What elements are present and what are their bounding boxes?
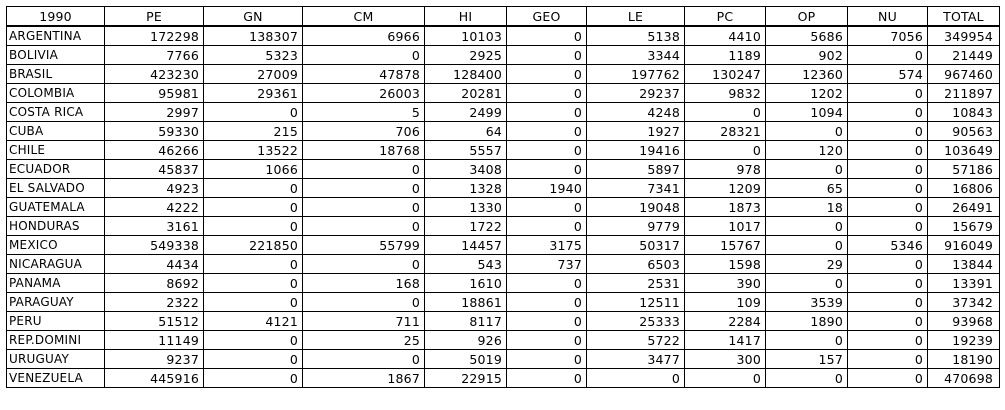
value-cell: 0 [848,350,928,369]
table-row [7,198,1000,217]
value-cell: 0 [507,331,587,350]
value-cell: 390 [685,274,766,293]
value-cell: 215 [204,122,303,141]
country-cell: CHILE [7,141,105,160]
value-cell: 1209 [685,179,766,198]
value-cell: 221850 [204,236,303,255]
table-row [7,103,1000,122]
total-cell: 916049 [928,236,1000,255]
value-cell: 0 [303,217,425,236]
value-cell: 0 [766,160,848,179]
country-cell: PARAGUAY [7,293,105,312]
country-cell: ECUADOR [7,160,105,179]
value-cell: 3161 [105,217,204,236]
country-cell: BOLIVIA [7,46,105,65]
value-cell: 0 [848,274,928,293]
value-cell: 138307 [204,26,303,46]
value-cell: 0 [204,350,303,369]
value-cell: 0 [848,103,928,122]
value-cell: 926 [425,331,507,350]
value-cell: 8117 [425,312,507,331]
value-cell: 50317 [587,236,685,255]
value-cell: 0 [204,369,303,388]
value-cell: 14457 [425,236,507,255]
value-cell: 5897 [587,160,685,179]
value-cell: 0 [848,46,928,65]
value-cell: 20281 [425,84,507,103]
value-cell: 18861 [425,293,507,312]
country-cell: PANAMA [7,274,105,293]
country-cell: COLOMBIA [7,84,105,103]
total-cell: 90563 [928,122,1000,141]
value-cell: 130247 [685,65,766,84]
value-cell: 10103 [425,26,507,46]
value-cell: 0 [685,103,766,122]
value-cell: 0 [204,274,303,293]
country-cell: URUGUAY [7,350,105,369]
value-cell: 0 [507,65,587,84]
table-row [7,274,1000,293]
value-cell: 7341 [587,179,685,198]
value-cell: 6503 [587,255,685,274]
value-cell: 29 [766,255,848,274]
table-header-row [7,7,1000,27]
value-cell: 0 [766,274,848,293]
value-cell: 0 [507,160,587,179]
column-header: PE [105,7,204,27]
value-cell: 1722 [425,217,507,236]
value-cell: 1417 [685,331,766,350]
value-cell: 65 [766,179,848,198]
table-row [7,84,1000,103]
value-cell: 0 [848,179,928,198]
country-cell: COSTA RICA [7,103,105,122]
total-cell: 103649 [928,141,1000,160]
value-cell: 3477 [587,350,685,369]
value-cell: 1066 [204,160,303,179]
value-cell: 0 [766,369,848,388]
value-cell: 12360 [766,65,848,84]
value-cell: 25 [303,331,425,350]
value-cell: 549338 [105,236,204,255]
value-cell: 128400 [425,65,507,84]
country-cell: VENEZUELA [7,369,105,388]
column-header: GEO [507,7,587,27]
value-cell: 0 [204,293,303,312]
total-cell: 19239 [928,331,1000,350]
table-row [7,293,1000,312]
total-cell: 15679 [928,217,1000,236]
value-cell: 4923 [105,179,204,198]
country-cell: CUBA [7,122,105,141]
total-cell: 57186 [928,160,1000,179]
value-cell: 0 [507,198,587,217]
value-cell: 1017 [685,217,766,236]
value-cell: 1202 [766,84,848,103]
total-cell: 18190 [928,350,1000,369]
value-cell: 4410 [685,26,766,46]
value-cell: 18768 [303,141,425,160]
value-cell: 0 [507,122,587,141]
value-cell: 0 [766,217,848,236]
table-row [7,122,1000,141]
value-cell: 109 [685,293,766,312]
value-cell: 0 [766,331,848,350]
value-cell: 5557 [425,141,507,160]
table-row [7,46,1000,65]
table-row [7,179,1000,198]
country-cell: EL SALVADO [7,179,105,198]
column-header: TOTAL [928,7,1000,27]
total-cell: 967460 [928,65,1000,84]
value-cell: 0 [507,274,587,293]
value-cell: 2925 [425,46,507,65]
value-cell: 25333 [587,312,685,331]
value-cell: 4434 [105,255,204,274]
value-cell: 9832 [685,84,766,103]
value-cell: 978 [685,160,766,179]
value-cell: 0 [685,369,766,388]
value-cell: 0 [848,312,928,331]
country-cell: GUATEMALA [7,198,105,217]
value-cell: 26003 [303,84,425,103]
value-cell: 120 [766,141,848,160]
value-cell: 0 [848,122,928,141]
value-cell: 28321 [685,122,766,141]
value-cell: 3175 [507,236,587,255]
value-cell: 2322 [105,293,204,312]
value-cell: 0 [507,369,587,388]
value-cell: 0 [848,198,928,217]
table-body [7,26,1000,388]
value-cell: 5346 [848,236,928,255]
value-cell: 1890 [766,312,848,331]
value-cell: 15767 [685,236,766,255]
value-cell: 0 [507,103,587,122]
value-cell: 5138 [587,26,685,46]
value-cell: 46266 [105,141,204,160]
country-cell: NICARAGUA [7,255,105,274]
value-cell: 0 [507,312,587,331]
value-cell: 0 [766,236,848,255]
table-row [7,236,1000,255]
value-cell: 0 [848,141,928,160]
value-cell: 4121 [204,312,303,331]
value-cell: 1610 [425,274,507,293]
value-cell: 29237 [587,84,685,103]
table-row [7,369,1000,388]
value-cell: 4248 [587,103,685,122]
column-header: NU [848,7,928,27]
total-cell: 26491 [928,198,1000,217]
value-cell: 0 [507,293,587,312]
value-cell: 423230 [105,65,204,84]
value-cell: 1873 [685,198,766,217]
value-cell: 574 [848,65,928,84]
value-cell: 1598 [685,255,766,274]
value-cell: 5323 [204,46,303,65]
table-row [7,350,1000,369]
total-cell: 349954 [928,26,1000,46]
value-cell: 0 [848,369,928,388]
value-cell: 172298 [105,26,204,46]
value-cell: 3344 [587,46,685,65]
value-cell: 0 [303,160,425,179]
value-cell: 0 [204,103,303,122]
value-cell: 737 [507,255,587,274]
total-cell: 21449 [928,46,1000,65]
value-cell: 902 [766,46,848,65]
total-cell: 13391 [928,274,1000,293]
value-cell: 0 [848,255,928,274]
value-cell: 9779 [587,217,685,236]
value-cell: 0 [303,46,425,65]
country-cell: HONDURAS [7,217,105,236]
column-header: LE [587,7,685,27]
value-cell: 0 [848,84,928,103]
country-cell: MEXICO [7,236,105,255]
value-cell: 0 [848,217,928,236]
value-cell: 0 [766,122,848,141]
value-cell: 0 [204,331,303,350]
total-cell: 13844 [928,255,1000,274]
column-header: GN [204,7,303,27]
value-cell: 3539 [766,293,848,312]
value-cell: 1189 [685,46,766,65]
value-cell: 27009 [204,65,303,84]
value-cell: 19048 [587,198,685,217]
table-row [7,65,1000,84]
value-cell: 9237 [105,350,204,369]
value-cell: 0 [587,369,685,388]
value-cell: 157 [766,350,848,369]
total-cell: 211897 [928,84,1000,103]
value-cell: 300 [685,350,766,369]
table-row [7,255,1000,274]
value-cell: 0 [507,84,587,103]
value-cell: 1927 [587,122,685,141]
value-cell: 0 [507,26,587,46]
value-cell: 19416 [587,141,685,160]
total-cell: 10843 [928,103,1000,122]
value-cell: 7056 [848,26,928,46]
value-cell: 5722 [587,331,685,350]
value-cell: 1330 [425,198,507,217]
value-cell: 0 [507,141,587,160]
total-cell: 37342 [928,293,1000,312]
value-cell: 2997 [105,103,204,122]
value-cell: 0 [303,350,425,369]
value-cell: 18 [766,198,848,217]
value-cell: 0 [848,331,928,350]
value-cell: 47878 [303,65,425,84]
value-cell: 0 [204,198,303,217]
value-cell: 706 [303,122,425,141]
value-cell: 0 [507,46,587,65]
table-row [7,26,1000,46]
value-cell: 0 [303,293,425,312]
column-header: PC [685,7,766,27]
country-cell: PERU [7,312,105,331]
country-cell: BRASIL [7,65,105,84]
value-cell: 0 [303,198,425,217]
value-cell: 1328 [425,179,507,198]
value-cell: 197762 [587,65,685,84]
value-cell: 0 [507,350,587,369]
value-cell: 2284 [685,312,766,331]
value-cell: 1094 [766,103,848,122]
value-cell: 5019 [425,350,507,369]
value-cell: 1940 [507,179,587,198]
value-cell: 0 [848,160,928,179]
value-cell: 13522 [204,141,303,160]
value-cell: 29361 [204,84,303,103]
value-cell: 0 [685,141,766,160]
value-cell: 445916 [105,369,204,388]
value-cell: 0 [303,255,425,274]
value-cell: 0 [204,179,303,198]
column-header: OP [766,7,848,27]
total-cell: 470698 [928,369,1000,388]
column-header: CM [303,7,425,27]
country-cell: ARGENTINA [7,26,105,46]
table-row [7,312,1000,331]
value-cell: 0 [848,293,928,312]
value-cell: 64 [425,122,507,141]
value-cell: 5686 [766,26,848,46]
value-cell: 22915 [425,369,507,388]
year-header: 1990 [7,7,105,27]
total-cell: 93968 [928,312,1000,331]
value-cell: 95981 [105,84,204,103]
value-cell: 6966 [303,26,425,46]
table-row [7,160,1000,179]
value-cell: 3408 [425,160,507,179]
value-cell: 0 [507,217,587,236]
table-row [7,331,1000,350]
value-cell: 45837 [105,160,204,179]
value-cell: 2531 [587,274,685,293]
value-cell: 59330 [105,122,204,141]
value-cell: 2499 [425,103,507,122]
table-row [7,141,1000,160]
value-cell: 168 [303,274,425,293]
energy-data-table [6,6,1000,388]
value-cell: 7766 [105,46,204,65]
value-cell: 4222 [105,198,204,217]
table-row [7,217,1000,236]
country-cell: REP.DOMINI [7,331,105,350]
value-cell: 0 [204,255,303,274]
value-cell: 5 [303,103,425,122]
column-header: HI [425,7,507,27]
value-cell: 0 [204,217,303,236]
value-cell: 51512 [105,312,204,331]
value-cell: 8692 [105,274,204,293]
value-cell: 0 [303,179,425,198]
value-cell: 11149 [105,331,204,350]
total-cell: 16806 [928,179,1000,198]
value-cell: 12511 [587,293,685,312]
value-cell: 711 [303,312,425,331]
value-cell: 55799 [303,236,425,255]
value-cell: 1867 [303,369,425,388]
value-cell: 543 [425,255,507,274]
